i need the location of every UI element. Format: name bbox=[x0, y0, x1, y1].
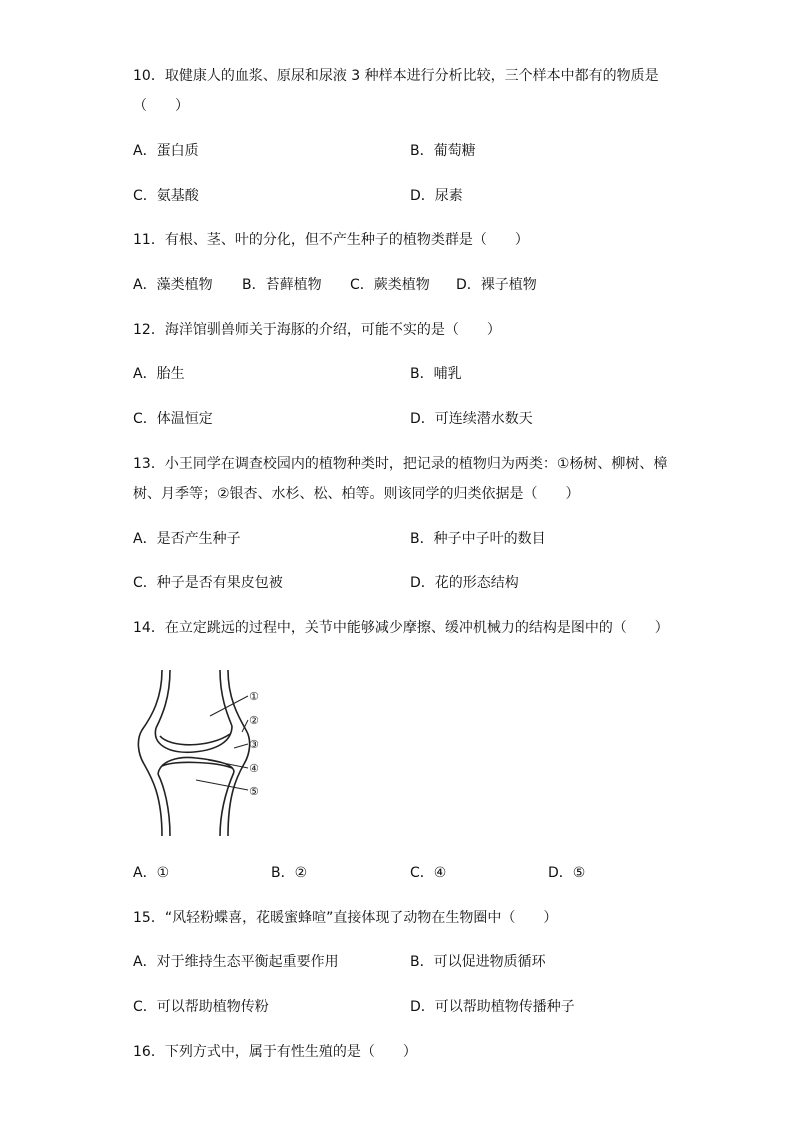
question-14-option-d: D．⑤ bbox=[548, 865, 586, 881]
knee-joint-diagram-svg bbox=[130, 668, 280, 838]
question-10-stem-line-2: （ ） bbox=[133, 98, 189, 114]
question-13-stem-line-2: 树、月季等；②银杏、水杉、松、柏等。则该同学的归类依据是（ ） bbox=[133, 486, 580, 502]
figure-label-1: ① bbox=[249, 690, 259, 703]
question-13-option-d: D．花的形态结构 bbox=[410, 575, 519, 591]
question-15-option-b: B．可以促进物质循环 bbox=[410, 954, 546, 970]
question-11-option-c: C．蕨类植物 bbox=[350, 277, 430, 293]
figure-label-4: ④ bbox=[249, 762, 259, 775]
cartilage-upper bbox=[160, 734, 230, 745]
question-14-option-b: B．② bbox=[271, 865, 308, 881]
question-13-stem-line-1: 13．小王同学在调查校园内的植物种类时，把记录的植物归为两类：①杨树、柳树、樟 bbox=[133, 456, 668, 472]
question-11-option-d: D．裸子植物 bbox=[456, 277, 537, 293]
leader-3 bbox=[234, 744, 248, 748]
question-16-stem: 16．下列方式中，属于有性生殖的是（ ） bbox=[133, 1044, 417, 1060]
question-12-option-c: C．体温恒定 bbox=[133, 411, 213, 427]
question-12-stem: 12．海洋馆驯兽师关于海豚的介绍，可能不实的是（ ） bbox=[133, 322, 501, 338]
cartilage-lower bbox=[162, 762, 232, 768]
question-15-option-d: D．可以帮助植物传播种子 bbox=[410, 999, 575, 1015]
knee-joint-diagram bbox=[130, 668, 280, 838]
femur-right-inner bbox=[220, 670, 232, 726]
figure-label-2: ② bbox=[249, 714, 259, 727]
leader-1 bbox=[210, 696, 248, 716]
question-12-option-d: D．可连续潜水数天 bbox=[410, 411, 533, 427]
question-11-option-a: A．藻类植物 bbox=[133, 277, 213, 293]
question-15-stem: 15．“风轻粉蝶喜，花暖蜜蜂喧”直接体现了动物在生物圈中（ ） bbox=[133, 910, 558, 926]
question-11-option-b: B．苔藓植物 bbox=[242, 277, 322, 293]
figure-label-3: ③ bbox=[249, 738, 259, 751]
tibia-right-inner bbox=[220, 772, 234, 836]
question-15-option-a: A．对于维持生态平衡起重要作用 bbox=[133, 954, 339, 970]
question-12-option-b: B．哺乳 bbox=[410, 366, 462, 382]
figure-label-5: ⑤ bbox=[249, 785, 259, 798]
question-10-stem-line-1: 10．取健康人的血浆、原尿和尿液 3 种样本进行分析比较，三个样本中都有的物质是 bbox=[133, 68, 659, 84]
question-11-stem: 11．有根、茎、叶的分化，但不产生种子的植物类群是（ ） bbox=[133, 232, 529, 248]
question-10-option-c: C．氨基酸 bbox=[133, 188, 199, 204]
leader-5 bbox=[196, 780, 248, 790]
question-14-option-c: C．④ bbox=[410, 865, 447, 881]
question-10-option-a: A．蛋白质 bbox=[133, 143, 199, 159]
question-12-option-a: A．胎生 bbox=[133, 366, 185, 382]
question-14-option-a: A．① bbox=[133, 865, 170, 881]
question-14-stem: 14．在立定跳远的过程中，关节中能够减少摩擦、缓冲机械力的结构是图中的（ ） bbox=[133, 620, 669, 636]
question-13-option-a: A．是否产生种子 bbox=[133, 531, 241, 547]
question-13-option-c: C．种子是否有果皮包被 bbox=[133, 575, 283, 591]
question-10-option-d: D．尿素 bbox=[410, 188, 463, 204]
question-15-option-c: C．可以帮助植物传粉 bbox=[133, 999, 269, 1015]
question-10-option-b: B．葡萄糖 bbox=[410, 143, 476, 159]
joint-capsule-left-outline bbox=[138, 670, 162, 836]
question-13-option-b: B．种子中子叶的数目 bbox=[410, 531, 546, 547]
joint-capsule-right-outline bbox=[228, 670, 250, 836]
